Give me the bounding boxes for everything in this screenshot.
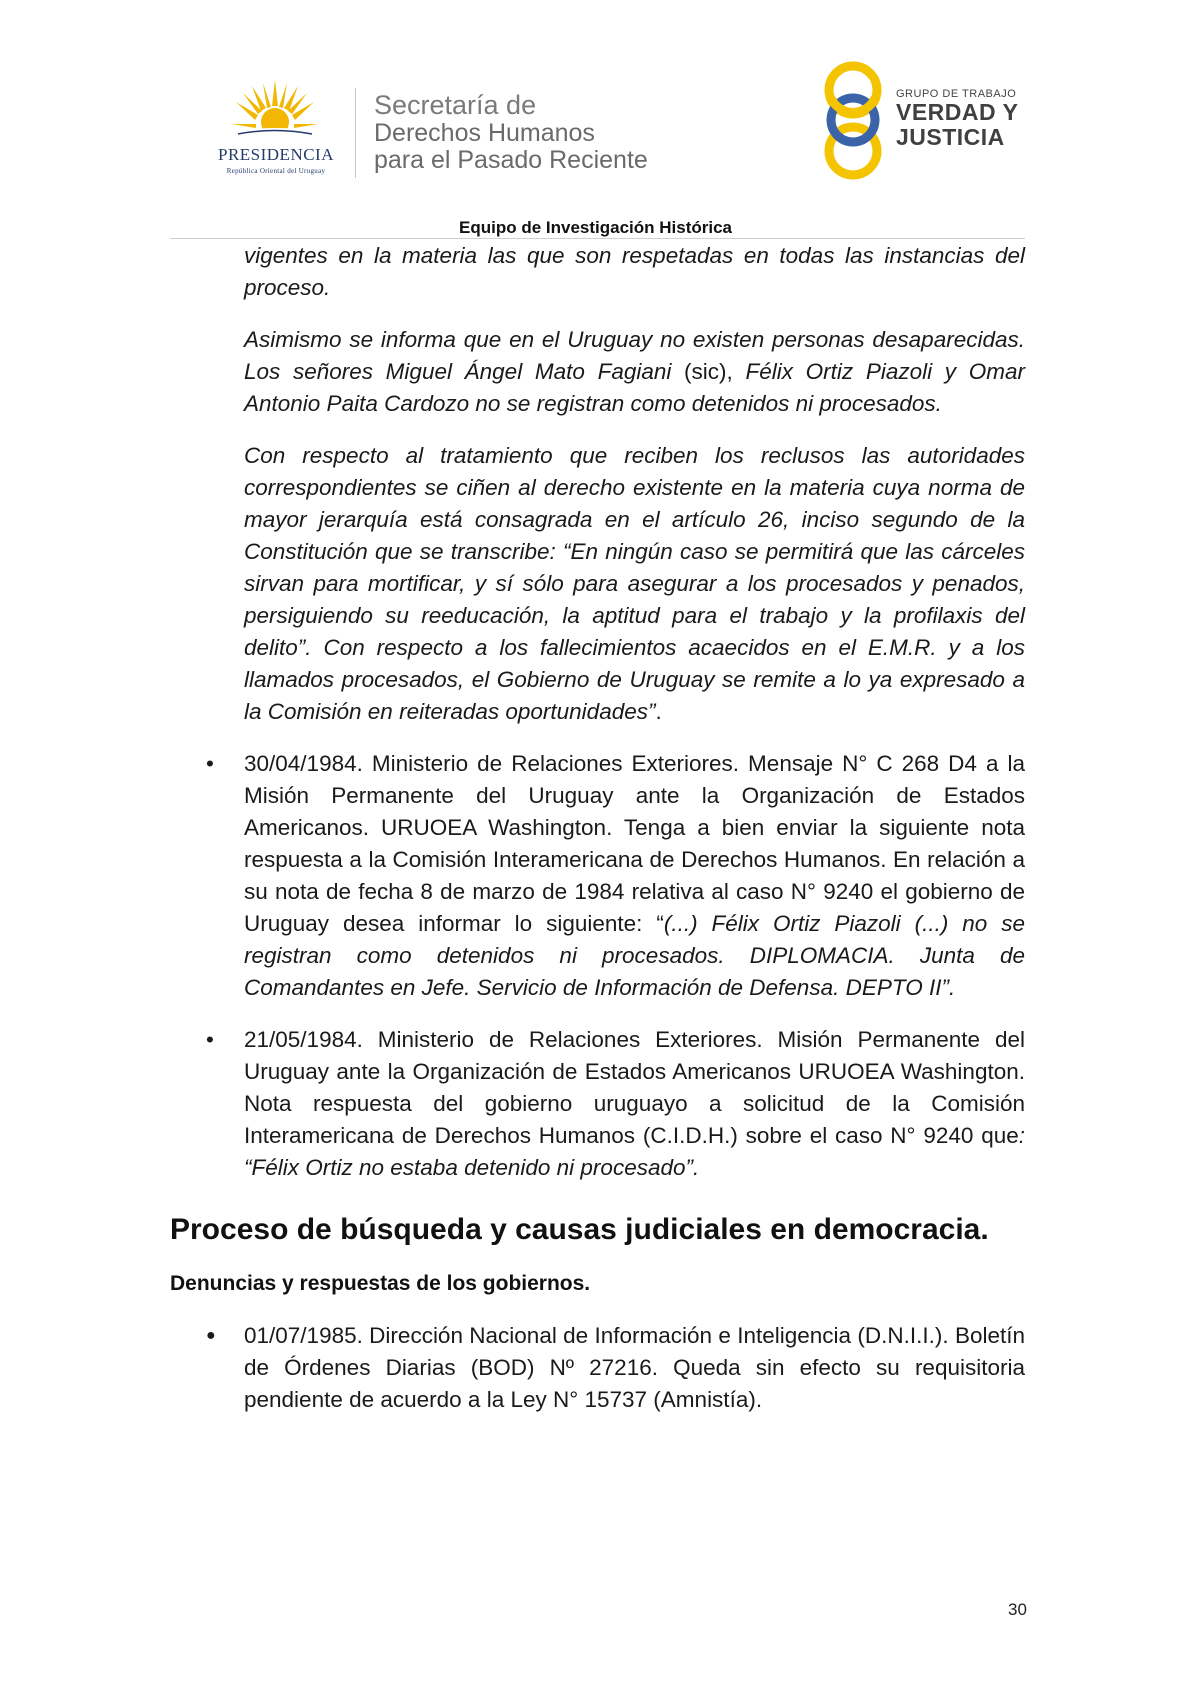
paragraph-2-part-a: Asimismo se informa que en el Uruguay no existen personas desaparecidas. Los señores Miguel Ángel Mato Fagiani (244, 327, 1025, 384)
presidencia-wordmark: PRESIDENCIA (217, 145, 334, 164)
list-item-text-a: 21/05/1984. Ministerio de Relaciones Exteriores. Misión Permanente del Uruguay ante la Organización de Estados Americanos URUOEA Washington. Nota respuesta del gobierno uruguayo a solicitud de la Comisión Interamericana de Derechos Humanos (C.I.D.H.) sobre el caso N° 9240 que (244, 1027, 1025, 1148)
list-item-text-a: 30/04/1984. Ministerio de Relaciones Exteriores. Mensaje N° C 268 D4 a la Misión Permanente del Uruguay ante la Organización de Estados Americanos. URUOEA Washington. Tenga a bien enviar la siguiente nota respuesta a la Comisión Interamericana de Derechos Humanos. En relación a su nota de fecha 8 de marzo de 1984 relativa al caso N° 9240 el gobierno de Uruguay desea informar lo siguiente: “ (244, 751, 1025, 936)
page-number: 30 (1008, 1600, 1027, 1619)
sun-emblem-icon (232, 80, 318, 140)
paragraph-3-part-b: . (655, 699, 662, 724)
list-item-text-b: (...) Félix Ortiz Piazoli (...) no se registran como detenidos ni procesados. DIPLOMACIA. Junta de Comandantes en Jefe. Servicio de Información de Defensa. DEPTO II”. (244, 911, 1025, 1000)
verdad-label: VERDAD Y (896, 99, 1019, 125)
list-item-text-b: : “Félix Ortiz no estaba detenido ni procesado”. (244, 1123, 1025, 1180)
page-header (0, 0, 1191, 240)
section-heading: Proceso de búsqueda y causas judiciales en democracia. (170, 1213, 989, 1246)
justicia-label: JUSTICIA (896, 124, 1005, 150)
secretaria-line-2: Derechos Humanos (374, 119, 595, 147)
header-rule (170, 238, 1025, 239)
list-item (170, 748, 1025, 1004)
paragraph-3-part-a: Con respecto al tratamiento que reciben los reclusos las autoridades correspondientes se ciñen al derecho existente en la materia cuya norma de mayor jerarquía está consagrada en el artículo 26, inciso segundo de la Constitución que se transcribe: “En ningún caso se permitirá que las cárceles sirvan para mortificar, y sí sólo para asegurar a los procesados y penados, persiguiendo su reeducación, la aptitud para el trabajo y la profilaxis del delito”. Con respecto a los fallecimientos acaecidos en el E.M.R. y a los llamados procesados, el Gobierno de Uruguay se remite a lo ya expresado a la Comisión en reiteradas oportunidades” (244, 443, 1025, 724)
subsection-heading: Denuncias y respuestas de los gobiernos. (170, 1272, 591, 1295)
document-body (170, 240, 1025, 1416)
verdad-justicia-logo (818, 58, 1038, 183)
bullet-icon: • (206, 1027, 214, 1052)
bullet-icon: • (206, 751, 214, 776)
secretaria-logo-text (374, 90, 648, 174)
paragraph-2 (170, 324, 1025, 420)
grupo-trabajo-label: GRUPO DE TRABAJO (896, 88, 1017, 100)
list-item-text: 01/07/1985. Dirección Nacional de Información e Inteligencia (D.N.I.I.). Boletín de Órdenes Diarias (BOD) Nº 27216. Queda sin efecto su requisitoria pendiente de acuerdo a la Ley N° 15737 (Amnistía). (244, 1323, 1025, 1412)
paragraph-1: vigentes en la materia las que son respetadas en todas las instancias del proceso. (244, 243, 1025, 300)
list-item (170, 1320, 1025, 1416)
paragraph-2-part-c: Félix Ortiz Piazoli y Omar Antonio Paita Cardozo no se registran como detenidos ni procesados. (244, 359, 1025, 416)
list-item (170, 1024, 1025, 1184)
presidencia-logo (196, 80, 356, 180)
team-title: Equipo de Investigación Histórica (459, 218, 732, 237)
presidencia-subtitle: República Oriental del Uruguay (226, 167, 326, 175)
linked-rings-icon (818, 58, 888, 183)
paragraph-2-part-b: (sic), (671, 359, 746, 384)
bullet-icon: ● (206, 1327, 216, 1344)
secretaria-line-1: Secretaría de (374, 90, 537, 120)
header-divider (355, 88, 356, 178)
secretaria-line-3: para el Pasado Reciente (374, 146, 648, 174)
verdad-justicia-text (896, 88, 1018, 150)
paragraph-3 (170, 440, 1025, 728)
